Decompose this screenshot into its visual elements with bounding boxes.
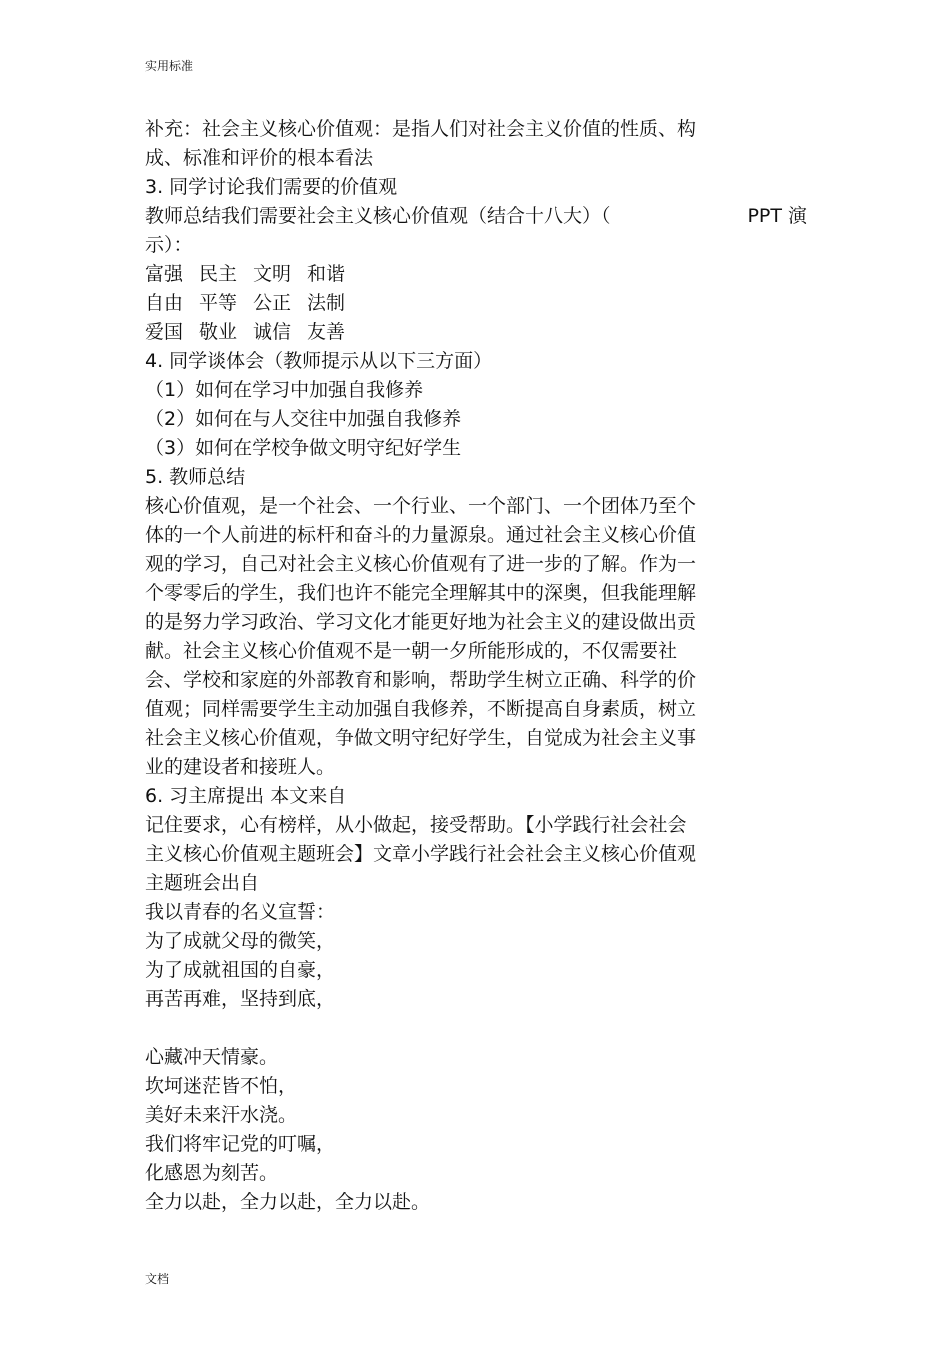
core-values-list	[145, 260, 815, 347]
value-term: 爱国	[145, 321, 184, 343]
oath-line: 为了成就父母的微笑，	[145, 930, 336, 952]
value-term: 和谐	[307, 263, 346, 285]
oath-line: 全力以赴，全力以赴，全力以赴。	[145, 1191, 431, 1213]
paragraph-line: 体的一个人前进的标杆和奋斗的力量源泉。通过社会主义核心价值	[145, 524, 697, 546]
supplement-section	[145, 115, 815, 173]
oath-stanza-1	[145, 898, 815, 1014]
teacher-summary-line	[145, 202, 807, 231]
supplement-line: 补充：社会主义核心价值观：是指人们对社会主义价值的性质、构	[145, 118, 697, 140]
paragraph-line: 的是努力学习政治、学习文化才能更好地为社会主义的建设做出贡	[145, 611, 697, 633]
values-row	[145, 260, 815, 289]
oath-line: 我们将牢记党的叮嘱，	[145, 1133, 336, 1155]
paragraph-line: 记住要求，心有榜样，从小做起，接受帮助。【小学践行社会社会	[145, 814, 687, 836]
values-row	[145, 318, 815, 347]
value-term: 民主	[199, 263, 238, 285]
item5-heading: 5. 教师总结	[145, 466, 246, 488]
oath-line: 为了成就祖国的自豪，	[145, 959, 336, 981]
oath-line: 我以青春的名义宣誓：	[145, 901, 336, 923]
supplement-line: 成、标准和评价的根本看法	[145, 147, 374, 169]
values-row	[145, 289, 815, 318]
item3-heading: 3. 同学讨论我们需要的价值观	[145, 176, 398, 198]
item4-point: （1）如何在学习中加强自我修养	[145, 379, 424, 401]
paragraph-line: 主义核心价值观主题班会】文章小学践行社会社会主义核心价值观	[145, 843, 697, 865]
paragraph-line: 个零零后的学生，我们也许不能完全理解其中的深奥，但我能理解	[145, 582, 697, 604]
item4-points	[145, 376, 815, 463]
item4-heading: 4. 同学谈体会（教师提示从以下三方面）	[145, 350, 493, 372]
summary-paragraph	[145, 492, 815, 782]
paragraph-line: 主题班会出自	[145, 872, 260, 894]
item6-heading: 6. 习主席提出 本文来自	[145, 785, 347, 807]
document-body	[145, 115, 815, 1217]
paragraph-line: 会、学校和家庭的外部教育和影响，帮助学生树立正确、科学的价	[145, 669, 697, 691]
value-term: 法制	[307, 292, 346, 314]
value-term: 自由	[145, 292, 184, 314]
value-term: 敬业	[199, 321, 238, 343]
item4-point: （2）如何在与人交往中加强自我修养	[145, 408, 462, 430]
ppt-demo-label: PPT 演	[747, 205, 807, 227]
oath-line: 再苦再难，坚持到底，	[145, 988, 336, 1010]
value-term: 富强	[145, 263, 184, 285]
value-term: 友善	[307, 321, 346, 343]
oath-line: 心藏冲天情豪。	[145, 1046, 279, 1068]
oath-line: 坎坷迷茫皆不怕，	[145, 1075, 298, 1097]
oath-line: 化感恩为刻苦。	[145, 1162, 279, 1184]
teacher-summary-continuation: 示）：	[145, 234, 193, 256]
paragraph-line: 献。社会主义核心价值观不是一朝一夕所能形成的，不仅需要社	[145, 640, 678, 662]
value-term: 公正	[253, 292, 292, 314]
value-term: 平等	[199, 292, 238, 314]
oath-line: 美好未来汗水浇。	[145, 1104, 298, 1126]
page-header: 实用标准	[145, 59, 194, 73]
item6-text	[145, 811, 815, 898]
paragraph-line: 核心价值观，是一个社会、一个行业、一个部门、一个团体乃至个	[145, 495, 697, 517]
paragraph-line: 社会主义核心价值观，争做文明守纪好学生，自觉成为社会主义事	[145, 727, 697, 749]
paragraph-line: 值观；同样需要学生主动加强自我修养，不断提高自身素质，树立	[145, 698, 697, 720]
oath-stanza-2	[145, 1043, 815, 1217]
paragraph-line: 观的学习，自己对社会主义核心价值观有了进一步的了解。作为一	[145, 553, 697, 575]
paragraph-line: 业的建设者和接班人。	[145, 756, 336, 778]
stanza-gap	[145, 1014, 815, 1043]
page-footer: 文档	[145, 1272, 170, 1286]
teacher-summary-text: 教师总结我们需要社会主义核心价值观（结合十八大）（	[145, 205, 611, 227]
value-term: 文明	[253, 263, 292, 285]
item4-point: （3）如何在学校争做文明守纪好学生	[145, 437, 462, 459]
value-term: 诚信	[253, 321, 292, 343]
